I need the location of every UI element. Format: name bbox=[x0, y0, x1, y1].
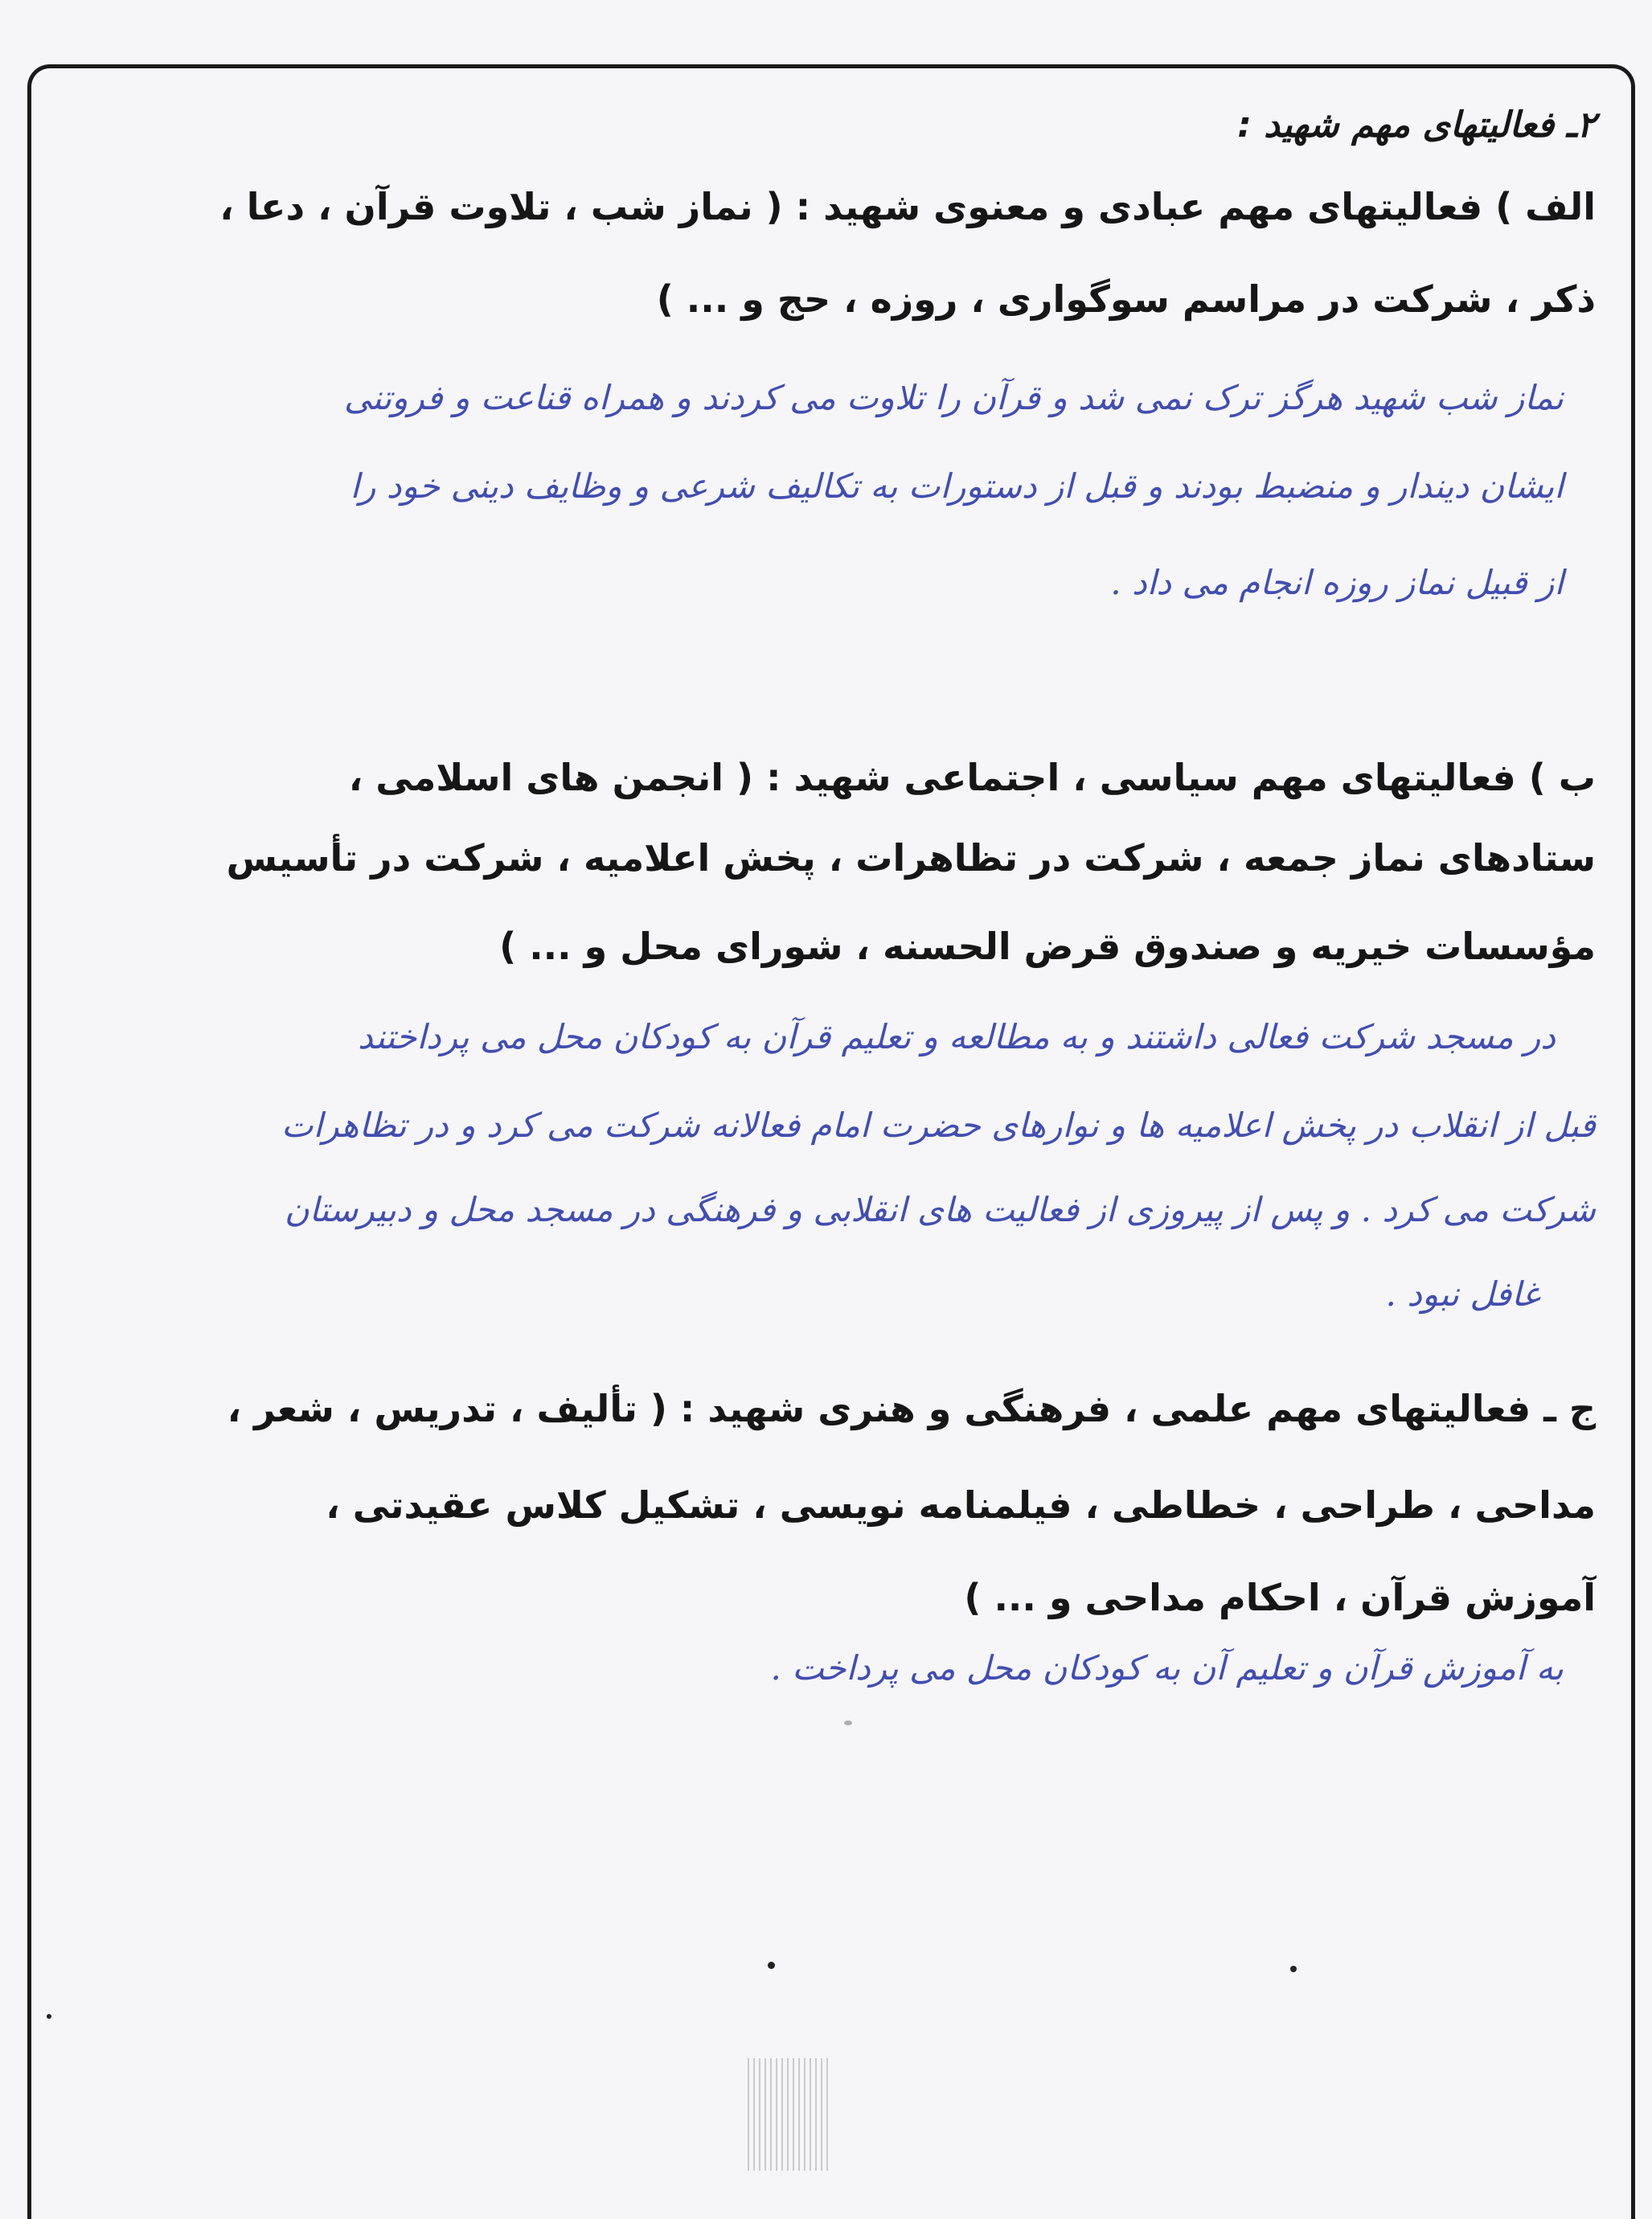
be-printed-line-3: مؤسسات خیریه و صندوق قرض الحسنه ، شورای محل و ... ) bbox=[499, 925, 1596, 968]
alef-handwritten-line-1: نماز شب شهید هرگز ترک نمی شد و قرآن را تلاوت می کردند و همراه قناعت و فروتنی bbox=[343, 378, 1564, 417]
be-handwritten-line-1: در مسجد شرکت فعالی داشتند و به مطالعه و تعلیم قرآن به کودکان محل می پرداختند bbox=[358, 1017, 1556, 1056]
jim-printed-line-2: مداحی ، طراحی ، خطاطی ، فیلمنامه نویسی ، تشکیل کلاس عقیدتی ، bbox=[326, 1483, 1596, 1527]
be-handwritten-line-2: قبل از انقلاب در پخش اعلامیه ها و نوارهای حضرت امام فعالانه شرکت می کرد و در تظاهرات bbox=[281, 1105, 1596, 1145]
scan-speck bbox=[768, 1962, 775, 1969]
alef-handwritten-line-2: ایشان دیندار و منضبط بودند و قبل از دستورات به تکالیف شرعی و وظایف دینی خود را bbox=[350, 466, 1564, 506]
alef-printed-line-1: الف ) فعالیتهای مهم عبادی و معنوی شهید : ( نماز شب ، تلاوت قرآن ، دعا ، bbox=[219, 185, 1596, 228]
jim-printed-line-3: آموزش قرآن ، احکام مداحی و ... ) bbox=[964, 1576, 1596, 1619]
alef-printed-line-2: ذکر ، شرکت در مراسم سوگواری ، روزه ، حج و ... ) bbox=[656, 277, 1596, 321]
scan-speck bbox=[47, 2014, 51, 2019]
scan-artifact bbox=[748, 2058, 828, 2171]
be-handwritten-line-3: شرکت می کرد . و پس از پیروزی از فعالیت های انقلابی و فرهنگی در مسجد محل و دبیرستان bbox=[284, 1190, 1596, 1229]
jim-handwritten-line-1: به آموزش قرآن و تعلیم آن به کودکان محل می پرداخت . bbox=[770, 1648, 1564, 1688]
scan-speck bbox=[1290, 1966, 1297, 1972]
section-title: ۲ـ فعالیتهای مهم شهید : bbox=[1237, 105, 1596, 146]
be-handwritten-line-4: غافل نبود . bbox=[1385, 1274, 1539, 1314]
jim-printed-line-1: ج ـ فعالیتهای مهم علمی ، فرهنگی و هنری شهید : ( تألیف ، تدریس ، شعر ، bbox=[227, 1387, 1596, 1430]
be-printed-line-1: ب ) فعالیتهای مهم سیاسی ، اجتماعی شهید : ( انجمن های اسلامی ، bbox=[348, 756, 1596, 799]
scan-speck bbox=[844, 1721, 852, 1725]
be-printed-line-2: ستادهای نماز جمعه ، شرکت در تظاهرات ، پخش اعلامیه ، شرکت در تأسیس bbox=[226, 836, 1596, 880]
alef-handwritten-line-3: از قبیل نماز روزه انجام می داد . bbox=[1110, 563, 1564, 602]
